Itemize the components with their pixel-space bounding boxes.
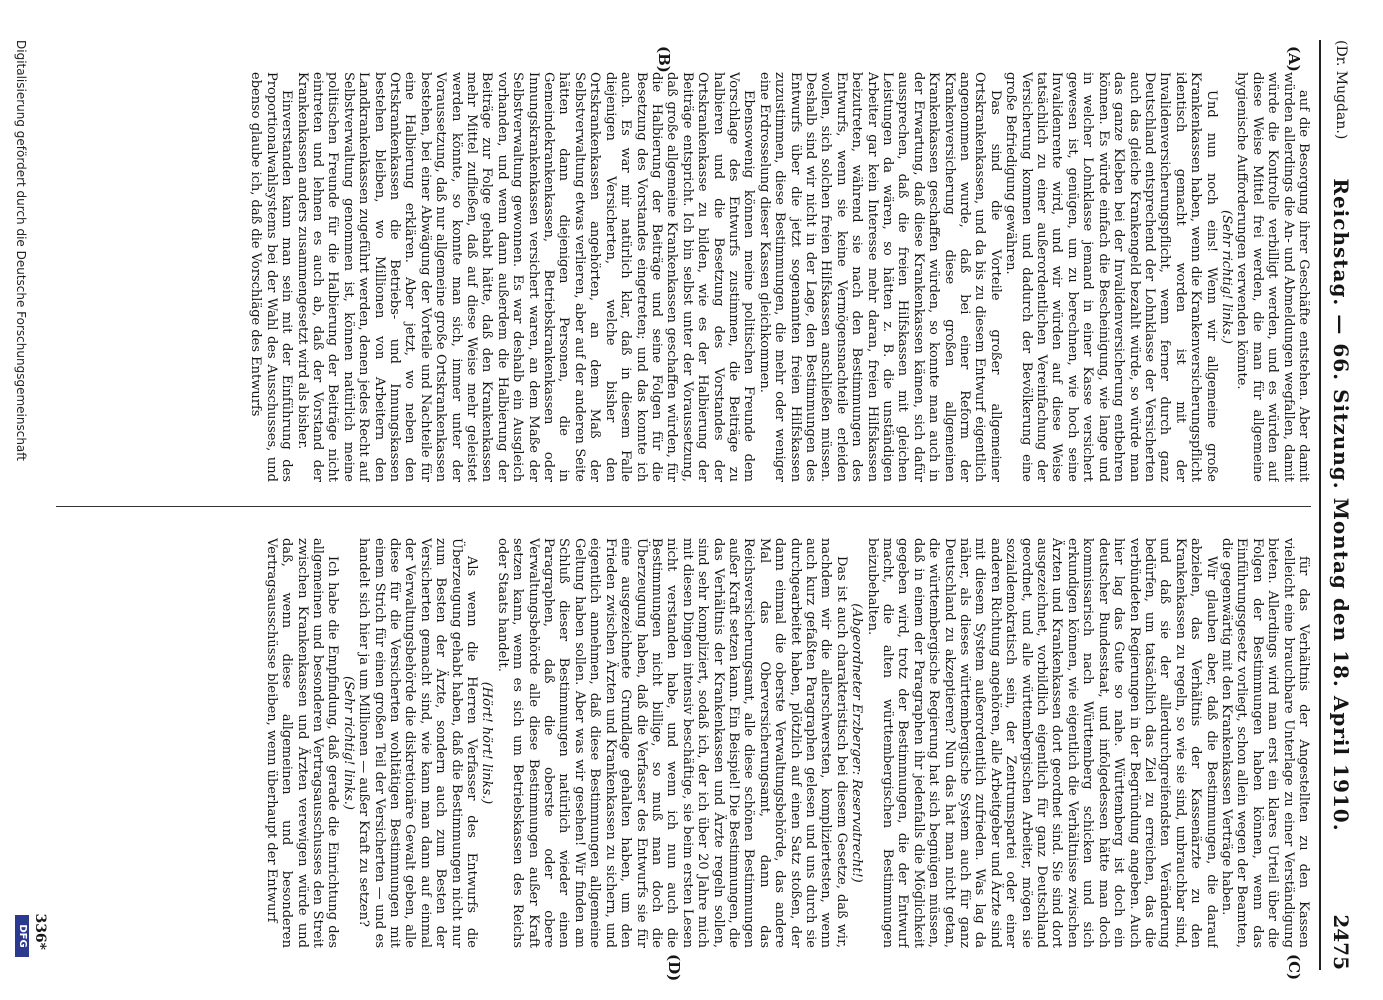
margin-marker-c: (C) — [1285, 954, 1303, 981]
text-column-right — [56, 538, 1311, 948]
margin-marker-a: (A) — [1285, 46, 1303, 72]
paragraph: Als wenn die Herren Verfasser des Entwurfs die Überzeugung gehabt haben, daß die Bestimmungen nicht nur zum Besten der Ärzte, sondern auch zum Besten der Versicherten gemacht sind, wie kann man dann auf einmal der Verwaltungsbehörde die diskretionäre Gewalt geben, alle diese für die Versicherten wohltätigen Bestimmungen mit einem Strich für einen großen Teil der Versicherten — und es handelt sich hier ja um Millionen — außer Kraft zu setzen? — [356, 538, 480, 948]
text-column-left — [56, 72, 1311, 482]
paragraph: Einverstanden kann man sein mit der Einführung des Proportionalwahlsystems bei der Wahl des Ausschusses, und ebenso glaube ich, daß die Vorschläge des Entwurfs — [248, 72, 295, 482]
page-title: Reichstag. — 66. Sitzung. Montag den 18. April 1910. — [1329, 178, 1353, 832]
header-rule — [1319, 40, 1321, 970]
paragraph: Ich habe die Empfindung, daß gerade die Einrichtung des allgemeinen und besonderen Vertragsausschusses den Streit zwischen Krankenkassen und Ärzten verewigen würde und daß, wenn diese allgemeinen und besonderen Vertragsausschüsse bleiben, wenn überhaupt der Entwurf — [263, 538, 341, 948]
margin-marker-b: (B) — [655, 46, 673, 73]
page-header — [1325, 40, 1355, 970]
paragraph: Das sind die Vorteile großer allgemeiner Ortskrankenkassen, und da bis zu diesem Entwurf eigentlich angenommen wurde, daß bei einer Reform der Krankenversicherung diese großen allgemeinen Krankenkassen geschaffen würden, so konnte man auch in der Erwartung, daß diese Krankenkassen kämen, sich dafür aussprechen, daß die freien Hilfskassen mit gleichen Leistungen da wären, so hätten z. B. die unständigen Arbeiter gar kein Interesse mehr daran, freien Hilfskassen beizutreten, während sie nach den Bestimmungen des Entwurfs, wenn sie keine Vermögensnachteile erleiden wollen, sich solchen freien Hilfskassen anschließen müssen. Deshalb sind wir nicht in der Lage, den Bestimmungen des Entwurfs über die jetzt sogenannten freien Hilfskassen zuzustimmen, diese Bestimmungen, die mehr oder weniger eine Erdrosselung dieser Kassen gleichkommen. — [756, 72, 1003, 482]
paragraph: Und nun noch eins! Wenn wir allgemeine große Krankenkassen haben, wenn die Krankenversicherungspflicht identisch gemacht worden ist mit der Invalidenversicherungspflicht, wenn ferner durch ganz Deutschland entsprechend der Lohnklasse der Versicherten auch das gleiche Krankengeld bezahlt würde, so würde man das ganze Kleben bei der Invalidenversicherung entbehren können. Es würde einfach die Bescheinigung, wie lange und in welcher Lohnklasse jemand in einer Kasse versichert gewesen ist, genügen, um zu berechnen, wie hoch seine Invalidenrente wird, und wir würden auf diese Weise tatsächlich zu einer außerordentlichen Vereinfachung der Versicherung kommen und dadurch der Bevölkerung eine große Befriedigung gewähren. — [1003, 72, 1219, 482]
interjection-note: (Abgeordneter Erzberger: Reservatrecht!) — [849, 603, 865, 883]
dfg-logo-icon: DFG — [15, 915, 29, 957]
applause-note: (Sehr richtig! links.) — [1218, 210, 1234, 344]
column-divider — [56, 506, 1311, 507]
page-number: 2475 — [1329, 914, 1353, 970]
margin-marker-d: (D) — [665, 954, 683, 982]
paragraph: Das ist auch charakteristisch bei diesem Gesetze, daß wir, nachdem wir die allerschwersten, kompliziertesten, wenn auch kurz gefaßten Paragraphen gelesen und uns durch sie durchgearbeitet haben, plötzlich auf einen Satz stoßen, der dann einmal die oberste Verwaltungsbehörde, das andere Mal das Oberversicherungsamt, dann das Reichsversicherungsamt, alle diese schönen Bestimmungen außer Kraft setzen kann. Ein Beispiel! Die Bestimmungen, die das Verhältnis der Krankenkassen und Ärzte regeln sollen, sind sehr kompliziert, sodaß ich, der ich über 20 Jahre mich mit diesen Dingen intensiv beschäftige, sie beim ersten Lesen nicht verstanden habe, und wenn ich nun auch die Bestimmungen nicht billige, so muß man doch die Überzeugung haben, daß die Verfasser des Entwurfs sie für eine ausgezeichnete Grundlage gehalten haben, um den Frieden zwischen Ärzten und Krankenkassen zu sichern, und eigentlich annehmen, daß diese Bestimmungen allgemeine Geltung haben sollen. Aber was wir gesehen! Wir finden am Schluß dieser Bestimmungen natürlich wieder einen Paragraphen, daß die oberste oder obere Verwaltungsbehörde alle diese Bestimmungen außer Kraft setzen kann, wenn es sich um Betriebskassen des Reichs oder Staats handelt. — [494, 538, 849, 948]
paragraph: Wir glauben aber, daß die Bestimmungen, die darauf abzielen, das Verhältnis der Kassenärzte zu den Krankenkassen zu regeln, so wie sie sind, unbrauchbar sind, und daß sie der allerdurchgreifendsten Veränderung bedürfen, um tatsächlich das Ziel zu erreichen, das die verbündeten Regierungen in der Begründung angeben. Auch hier lag das Gute so nahe. Württemberg ist doch ein deutscher Bundesstaat, und infolgedessen hätte man doch kommissarisch nach Württemberg schicken und sich erkundigen können, wie eigentlich die Verhältnisse zwischen Ärzten und Krankenkassen dort geordnet sind. Sie sind dort ausgezeichnet, vorbildlich eigentlich für ganz Deutschland geordnet, und alle württembergischen Arbeiter, mögen sie sozialdemokratisch sein, der Zentrumspartei oder einer anderen Richtung angehören, alle Arbeitgeber und Ärzte sind mit diesem System außerordentlich zufrieden. Was lag da näher, als dieses württembergische System auch für ganz Deutschland zu akzeptieren? Nun das hat man nicht getan, die württembergische Regierung hat sich begnügen müssen, daß in einem der Paragraphen ihr jedenfalls die Möglichkeit gegeben wird, trotz der Bestimmungen, die der Entwurf macht, die alten württembergischen Bestimmungen beizubehalten. — [864, 538, 1219, 948]
paragraph: Ebensowenig können meine politischen Freunde dem Vorschlage des Entwurfs zustimmen, die Beiträge zu halbieren und die Besetzung des Vorstandes der Ortskrankenkasse zu bilden, wie es der Halbierung der Beiträge entspricht. Ich bin selbst unter der Voraussetzung, daß große allgemeine Krankenkassen geschaffen würden, für die Halbierung der Beiträge und seine Folgen für die Besetzung des Vorstandes eingetreten; und das konnte ich auch. Es war mir natürlich klar, daß in diesem Falle diejenigen Versicherten, welche bisher den Ortskrankenkassen angehörten, an dem Maß der Selbstverwaltung etwas verlieren, aber auf der anderen Seite hätten dann diejenigen Personen, die in Gemeindekrankenkassen, Betriebskrankenkassen oder Innungskrankenkassen versichert waren, an dem Maße der Selbstverwaltung gewonnen. Es war deshalb ein Ausgleich vorhanden, und wenn dann außerdem die Halbierung der Beiträge zur Folge gehabt hätte, daß den Krankenkassen mehr Mittel zufließen, daß auf diese Weise mehr geleistet werden könnte, so konnte man sich, immer unter der Voraussetzung, daß nur allgemeine große Ortskrankenkassen bestehen, bei einer Abwägung der Vorteile und Nachteile für eine Halbierung erklären. Aber jetzt, wo neben den Ortskrankenkassen die Betriebs- und Innungskassen bestehen bleiben, wo Millionen von Arbeitern den Landkrankenkassen zugeführt werden, denen jedes Recht auf Selbstverwaltung genommen ist, können natürlich meine politischen Freunde für die Halbierung der Beiträge nicht eintreten und lehnen es auch ab, daß der Vorstand der Krankenkassen anders zusammengesetzt wird als bisher. — [294, 72, 757, 482]
applause-note: (Sehr richtig! links.) — [340, 676, 356, 810]
paragraph: für das Verhältnis der Angestellten zu den Kassen vielleicht eine brauchbare Unterlage zu einer Verständigung bieten. Allerdings wird man erst ein klares Urteil über die Folgen der Bestimmungen haben können, wenn das Einführungsgesetz vorliegt, schon allein wegen der Beamten, die gegenwärtig mit den Krankenkassen Verträge haben. — [1218, 538, 1311, 948]
speaker-name: (Dr. Mugdan.) — [1333, 40, 1349, 140]
paragraph: auf die Besorgung ihrer Geschäfte entstehen. Aber damit würden allerdings die An- und Abmeldungen wegfallen, damit würde die Kontrolle verbilligt werden, und es würden auf diese Weise Mittel frei werden, die man für allgemeine hygienische Aufforderungen verwenden könnte. — [1234, 72, 1311, 482]
page-signature-mark: 336* — [32, 913, 48, 950]
digitization-note: Digitalisierung gefördert durch die Deutsche Forschungsgemeinschaft — [14, 40, 28, 462]
applause-note: (Hört! hört! links.) — [479, 681, 495, 805]
